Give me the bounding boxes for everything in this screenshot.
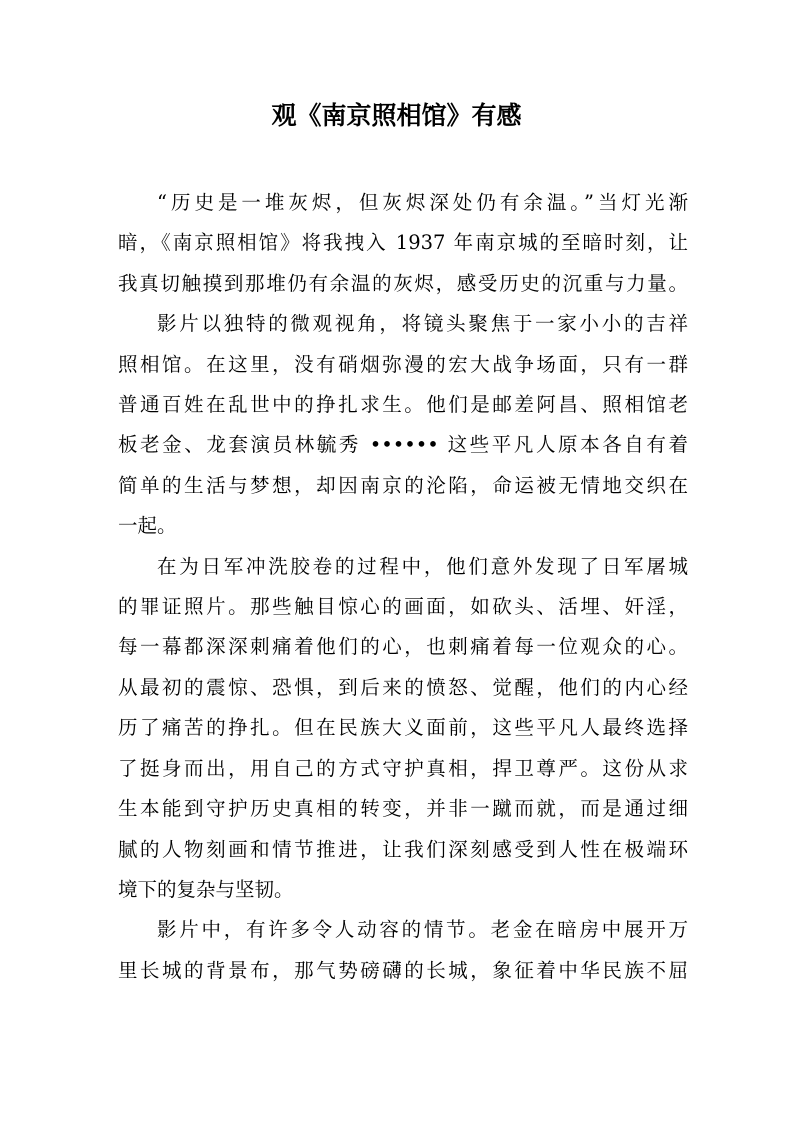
text-line: 影片中，有许多令人动容的情节。老金在暗房中展开万 [157,918,688,942]
text-line: 我真切触摸到那堆仍有余温的灰烬，感受历史的沉重与力量。 [118,271,688,295]
text-line: 影片以独特的微观视角，将镜头聚焦于一家小小的吉祥 [157,312,688,336]
text-line: 暗，《南京照相馆》将我拽入 1937 年南京城的至暗时刻，让 [118,231,688,255]
text-line: 的罪证照片。那些触目惊心的画面，如砍头、活埋、奸淫， [118,595,688,619]
text-line: 生本能到守护历史真相的转变，并非一蹴而就，而是通过细 [118,797,688,821]
text-line: 历了痛苦的挣扎。但在民族大义面前，这些平凡人最终选择 [118,716,688,740]
text-line: 板老金、龙套演员林毓秀 •••••• 这些平凡人原本各自有着 [118,433,688,457]
text-line: 每一幕都深深刺痛着他们的心，也刺痛着每一位观众的心。 [118,635,688,659]
paragraph-2 [118,304,688,546]
text-line: “历史是一堆灰烬，但灰烬深处仍有余温。”当灯光渐 [157,191,688,214]
text-line: 境下的复杂与坚韧。 [118,877,294,901]
paragraph-3 [118,547,688,911]
text-line: 里长城的背景布，那气势磅礴的长城，象征着中华民族不屈 [118,958,688,982]
text-line: 从最初的震惊、恐惧，到后来的愤怒、觉醒，他们的内心经 [118,675,688,699]
text-line: 了挺身而出，用自己的方式守护真相，捍卫尊严。这份从求 [118,756,688,780]
paragraph-4 [118,910,688,991]
text-line: 在为日军冲洗胶卷的过程中，他们意外发现了日军屠城 [157,554,688,578]
document-title: 观《南京照相馆》有感 [271,101,522,130]
text-line: 腻的人物刻画和情节推进，让我们深刻感受到人性在极端环 [118,837,688,861]
text-line: 普通百姓在乱世中的挣扎求生。他们是邮差阿昌、照相馆老 [118,393,688,417]
document-body [118,183,688,991]
paragraph-1 [118,183,688,304]
text-line: 简单的生活与梦想，却因南京的沦陷，命运被无情地交织在 [118,473,688,497]
text-line: 照相馆。在这里，没有硝烟弥漫的宏大战争场面，只有一群 [118,352,688,376]
text-line: 一起。 [118,514,177,538]
